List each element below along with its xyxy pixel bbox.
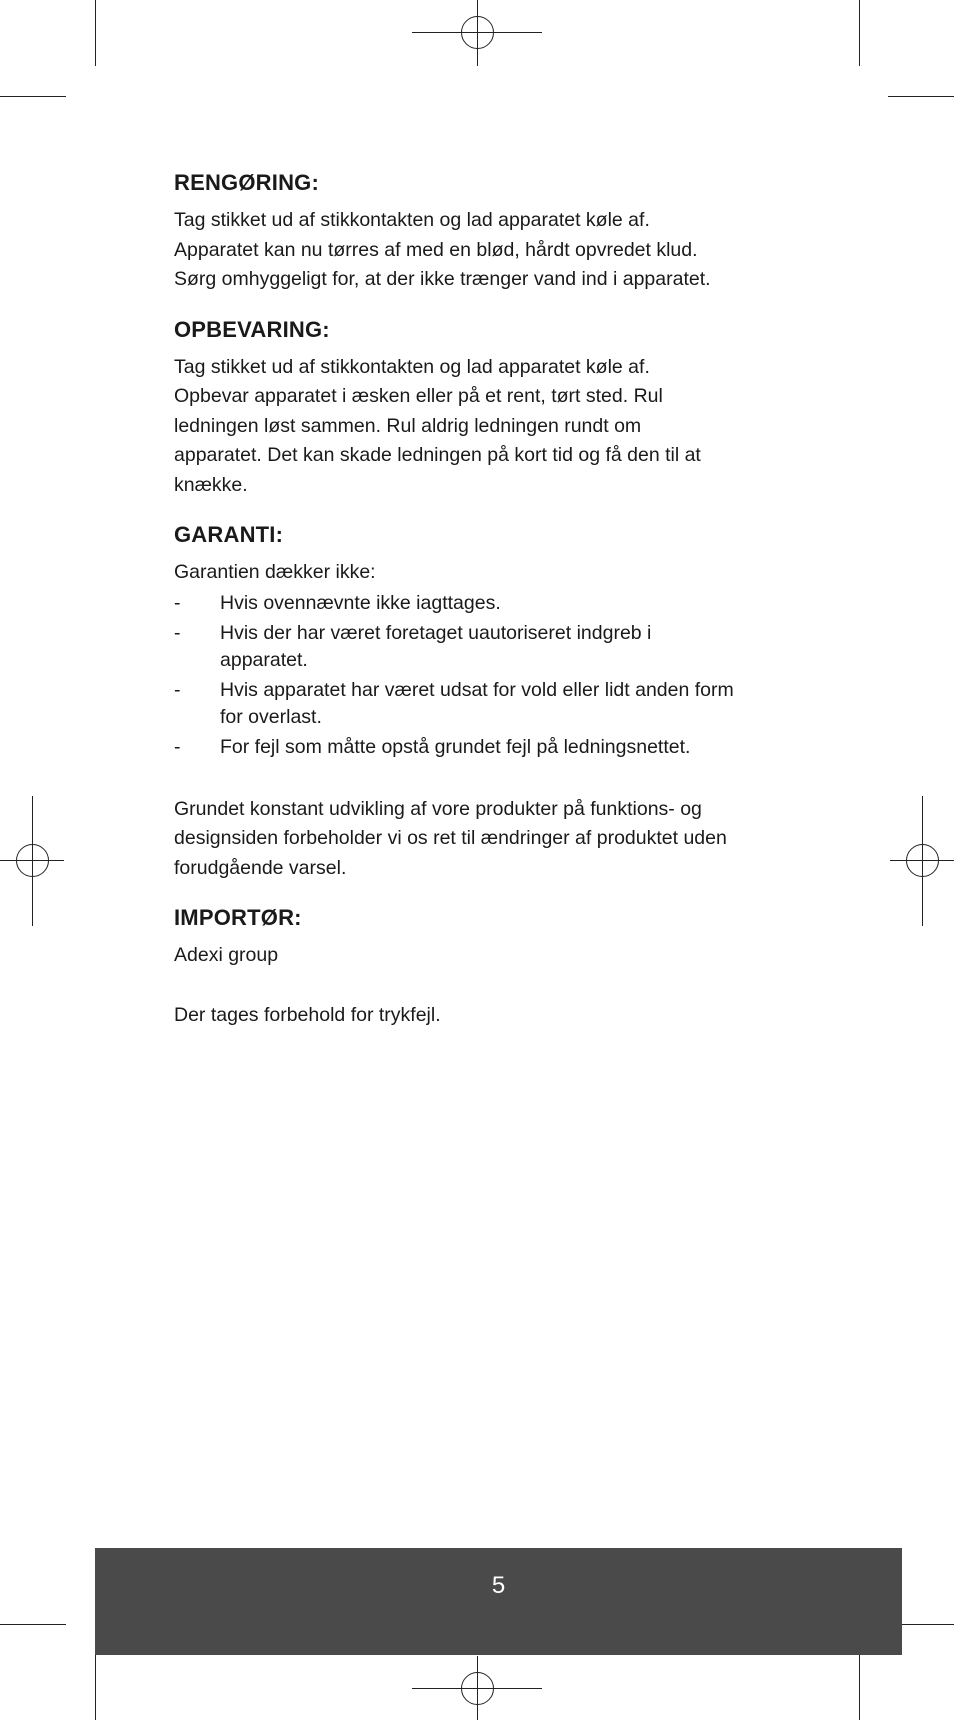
list-item-text: Hvis der har været foretaget uautoriseret indgreb i apparatet. <box>220 621 652 671</box>
development-notice <box>174 795 794 884</box>
importer-section <box>174 903 794 1030</box>
dash-bullet: - <box>174 621 181 644</box>
text-line: Grundet konstant udvikling af vore produkter på funktions- og <box>174 797 702 820</box>
list-item-text: Hvis apparatet har været udsat for vold eller lidt anden form for overlast. <box>220 678 734 728</box>
development-text <box>174 795 794 884</box>
print-disclaimer: Der tages forbehold for trykfejl. <box>174 1003 441 1026</box>
list-item <box>174 590 794 617</box>
text-line: designsiden forbeholder vi os ret til ændringer af produktet uden <box>174 827 727 849</box>
storage-section <box>174 315 794 501</box>
importer-heading: IMPORTØR: <box>174 905 302 930</box>
warranty-section <box>174 520 794 761</box>
text-line: ledningen løst sammen. Rul aldrig ledningen rundt om <box>174 414 642 437</box>
text-line: knække. <box>174 473 248 496</box>
list-item <box>174 620 794 674</box>
warranty-exclusions-list <box>174 590 794 761</box>
dash-bullet: - <box>174 591 181 614</box>
list-item-text: For fejl som måtte opstå grundet fejl på ledningsnettet. <box>220 735 691 758</box>
text-line: Apparatet kan nu tørres af med en blød, hårdt opvredet klud. <box>174 238 698 261</box>
warranty-intro: Garantien dækker ikke: <box>174 561 376 583</box>
page-footer <box>95 1548 902 1655</box>
dash-bullet: - <box>174 735 181 758</box>
text-line: Tag stikket ud af stikkontakten og lad apparatet køle af. <box>174 209 650 231</box>
cleaning-heading: RENGØRING: <box>174 170 319 195</box>
importer-name: Adexi group <box>174 944 279 966</box>
dash-bullet: - <box>174 678 181 701</box>
page-number: 5 <box>491 1571 506 1599</box>
text-line: forudgående varsel. <box>174 856 347 879</box>
warranty-heading: GARANTI: <box>174 522 284 547</box>
text-line: Sørg omhyggeligt for, at der ikke trænger vand ind i apparatet. <box>174 268 711 290</box>
storage-text <box>174 353 794 501</box>
cleaning-text <box>174 206 794 295</box>
text-line: Tag stikket ud af stikkontakten og lad apparatet køle af. <box>174 355 650 378</box>
page-content <box>174 168 794 1050</box>
list-item <box>174 677 794 731</box>
list-item <box>174 734 794 761</box>
text-line: Opbevar apparatet i æsken eller på et rent, tørt sted. Rul <box>174 385 663 407</box>
list-item-text: Hvis ovennævnte ikke iagttages. <box>220 591 501 614</box>
cleaning-section <box>174 168 794 295</box>
storage-heading: OPBEVARING: <box>174 316 330 342</box>
text-line: apparatet. Det kan skade ledningen på kort tid og få den til at <box>174 444 701 466</box>
